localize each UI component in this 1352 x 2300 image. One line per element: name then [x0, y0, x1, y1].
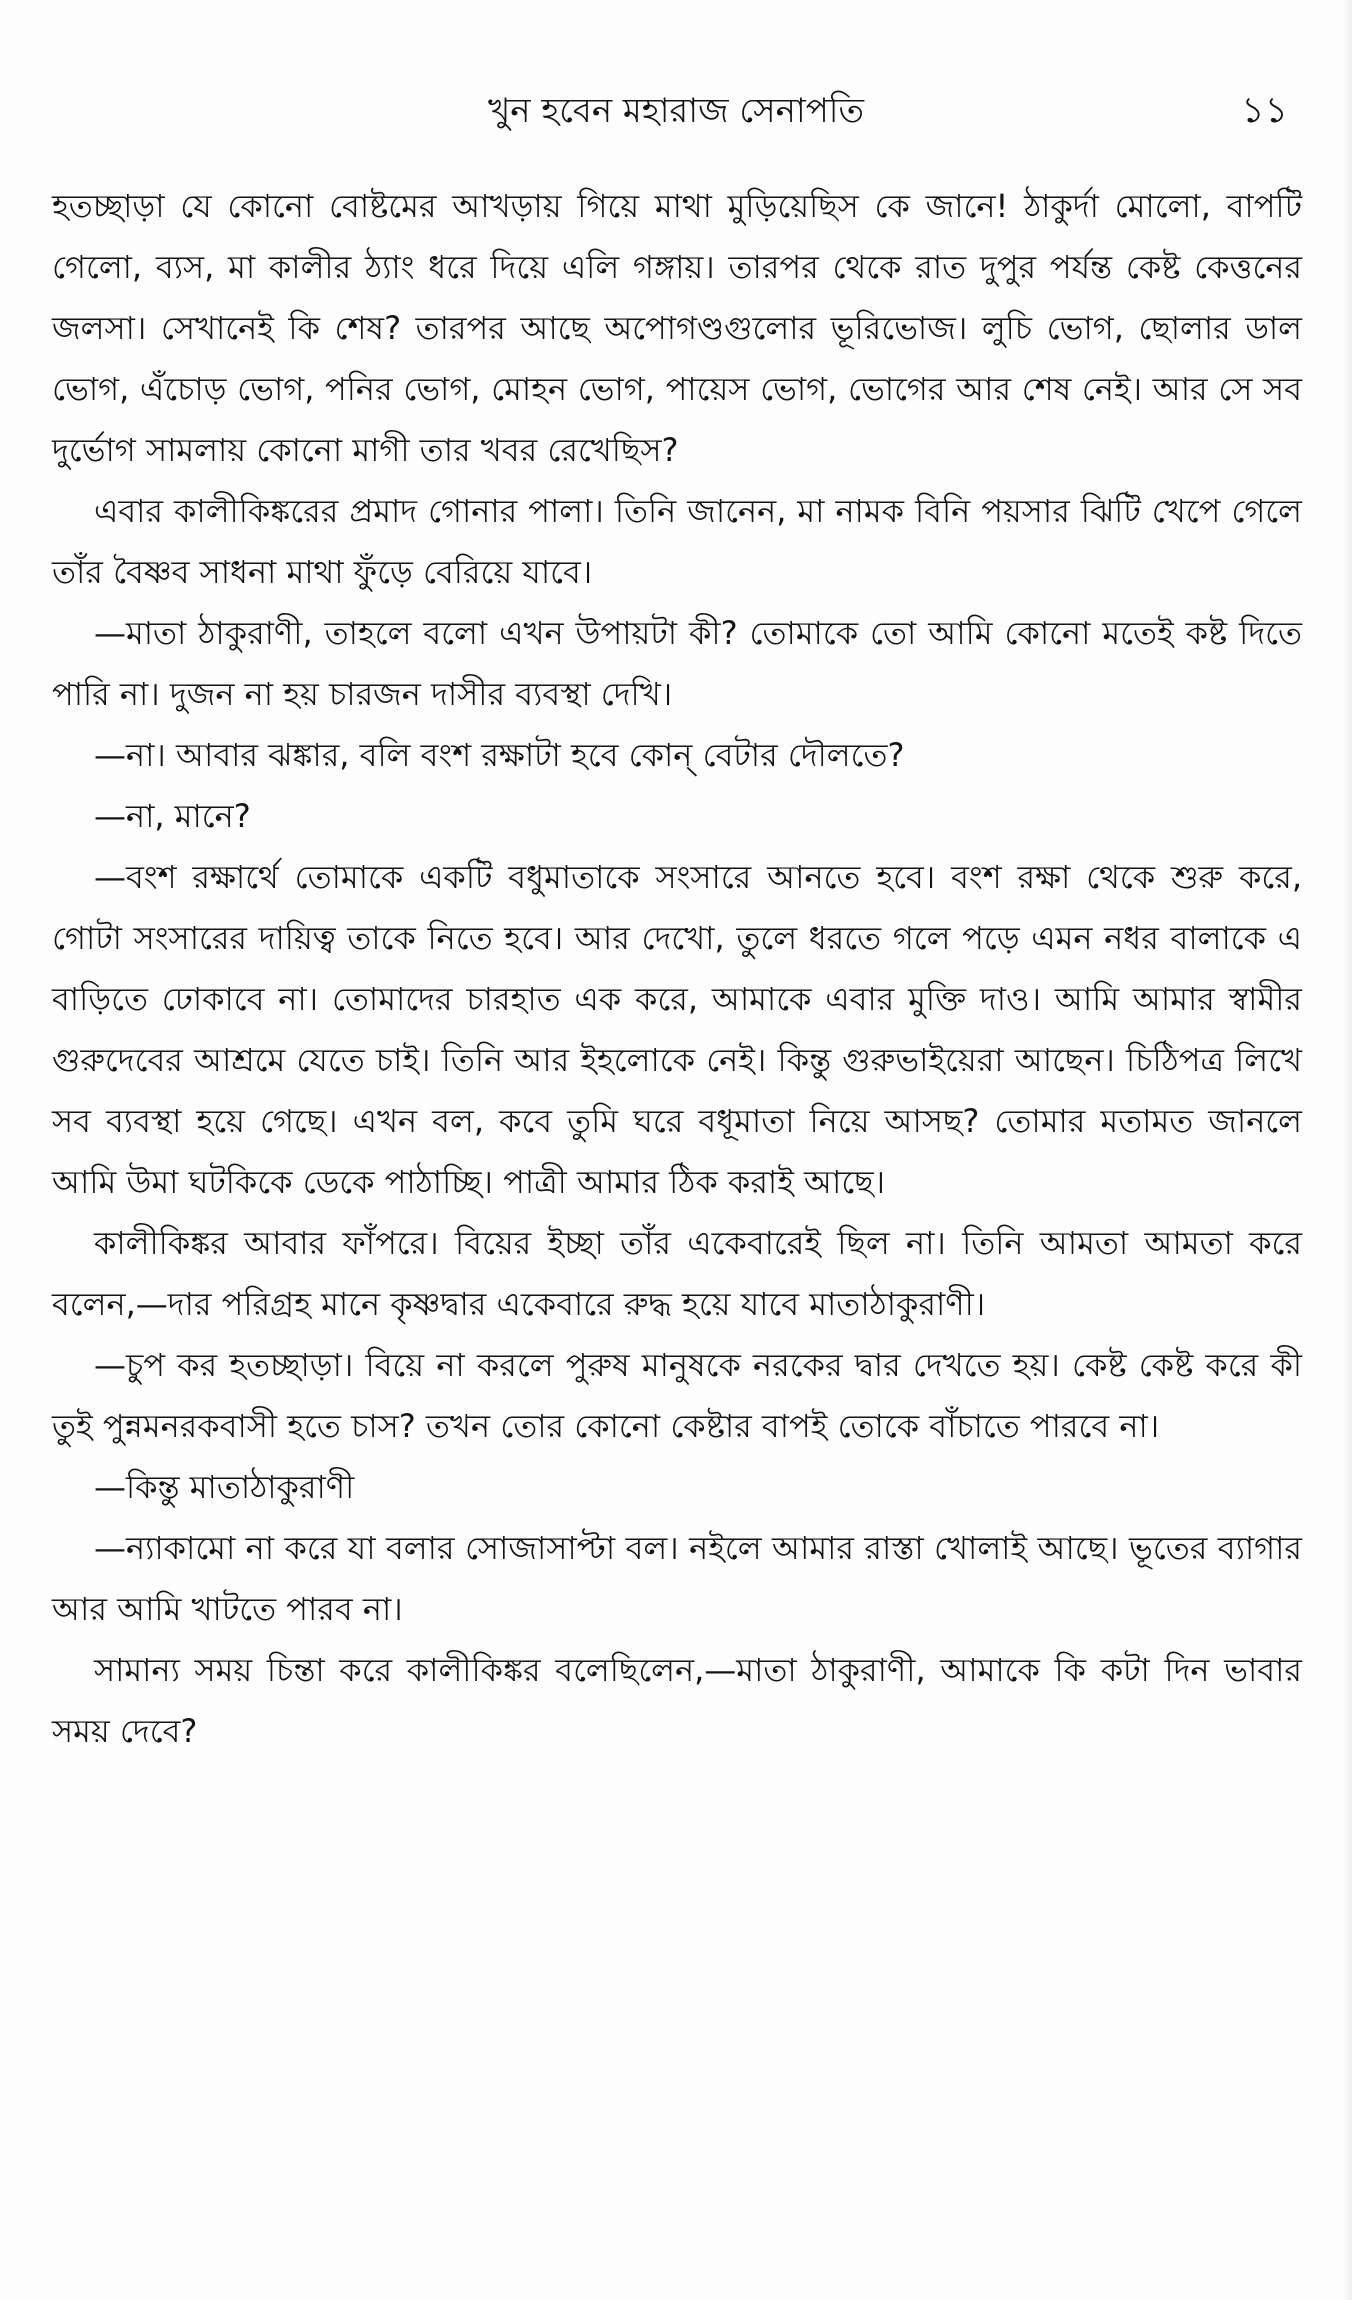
running-header [0, 86, 1352, 146]
paragraph: হতচ্ছাড়া যে কোনো বোষ্টমের আখড়ায় গিয়ে মাথা মুড়িয়েছিস কে জানে! ঠাকুর্দা মোলো, বাপটি গেলো, ব্যস, মা কালীর ঠ্যাং ধরে দিয়ে এলি গঙ্গায়। তারপর থেকে রাত দুপুর পর্যন্ত কেষ্ট কেত্তনের জলসা। সেখানেই কি শেষ? তারপর আছে অপোগণ্ডগুলোর ভূরিভোজ। লুচি ভোগ, ছোলার ডাল ভোগ, এঁচোড় ভোগ, পনির ভোগ, মোহন ভোগ, পায়েস ভোগ, ভোগের আর শেষ নেই। আর সে সব দুর্ভোগ সামলায় কোনো মাগী তার খবর রেখেছিস? [52, 187, 1302, 469]
body-text [52, 176, 1302, 1762]
dialogue-paragraph: —ন্যাকামো না করে যা বলার সোজাসাপ্টা বল। নইলে আমার রাস্তা খোলাই আছে। ভূতের ব্যাগার আর আমি খাটতে পারব না। [52, 1529, 1302, 1628]
paragraph: এবার কালীকিঙ্করের প্রমাদ গোনার পালা। তিনি জানেন, মা নামক বিনি পয়সার ঝিটি খেপে গেলে তাঁর বৈষ্ণব সাধনা মাথা ফুঁড়ে বেরিয়ে যাবে। [52, 492, 1302, 591]
page-edge-shadow [1342, 0, 1352, 2300]
running-title: খুন হবেন মহারাজ সেনাপতি [487, 91, 865, 131]
dialogue-paragraph: —চুপ কর হতচ্ছাড়া। বিয়ে না করলে পুরুষ মানুষকে নরকের দ্বার দেখতে হয়। কেষ্ট কেষ্ট করে কী তুই পুন্নমনরকবাসী হতে চাস? তখন তোর কোনো কেষ্টার বাপই তোকে বাঁচাতে পারবে না। [52, 1346, 1302, 1445]
paragraph: কালীকিঙ্কর আবার ফাঁপরে। বিয়ের ইচ্ছা তাঁর একেবারেই ছিল না। তিনি আমতা আমতা করে বলেন,—দার পরিগ্রহ মানে কৃষ্ণদ্বার একেবারে রুদ্ধ হয়ে যাবে মাতাঠাকুরাণী। [52, 1224, 1302, 1323]
dialogue-paragraph: —না, মানে? [94, 797, 251, 835]
dialogue-paragraph: —না। আবার ঝঙ্কার, বলি বংশ রক্ষাটা হবে কোন্ বেটার দৌলতে? [94, 736, 905, 774]
paragraph: সামান্য সময় চিন্তা করে কালীকিঙ্কর বলেছিলেন,—মাতা ঠাকুরাণী, আমাকে কি কটা দিন ভাবার সময় দেবে? [52, 1651, 1302, 1750]
dialogue-paragraph: —কিন্তু মাতাঠাকুরাণী [94, 1468, 355, 1506]
page-number: ১১ [1241, 90, 1288, 131]
dialogue-paragraph: —বংশ রক্ষার্থে তোমাকে একটি বধুমাতাকে সংসারে আনতে হবে। বংশ রক্ষা থেকে শুরু করে, গোটা সংসারের দায়িত্ব তাকে নিতে হবে। আর দেখো, তুলে ধরতে গলে পড়ে এমন নধর বালাকে এ বাড়িতে ঢোকাবে না। তোমাদের চারহাত এক করে, আমাকে এবার মুক্তি দাও। আমি আমার স্বামীর গুরুদেবের আশ্রমে যেতে চাই। তিনি আর ইহলোকে নেই। কিন্তু গুরুভাইয়েরা আছেন। চিঠিপত্র লিখে সব ব্যবস্থা হয়ে গেছে। এখন বল, কবে তুমি ঘরে বধূমাতা নিয়ে আসছ? তোমার মতামত জানলে আমি উমা ঘটকিকে ডেকে পাঠাচ্ছি। পাত্রী আমার ঠিক করাই আছে। [52, 858, 1302, 1201]
dialogue-paragraph: —মাতা ঠাকুরাণী, তাহলে বলো এখন উপায়টা কী? তোমাকে তো আমি কোনো মতেই কষ্ট দিতে পারি না। দুজন না হয় চারজন দাসীর ব্যবস্থা দেখি। [52, 614, 1302, 713]
